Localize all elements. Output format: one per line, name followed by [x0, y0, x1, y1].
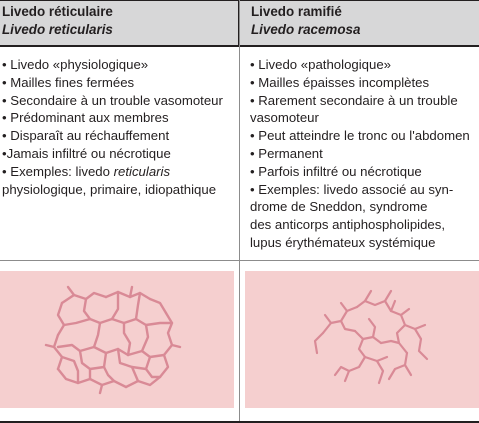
- list-item: • Exemples: livedo associé au syn-: [250, 181, 454, 197]
- list-item: • Mailles épaisses incomplètes: [250, 74, 430, 90]
- list-item: • Secondaire à un trouble vasomoteur: [2, 92, 223, 108]
- list-item: •Jamais infiltré ou nécrotique: [2, 145, 171, 161]
- list-item: • Permanent: [250, 145, 323, 161]
- list-item: • Livedo «physiologique»: [2, 57, 149, 72]
- reticular-net-pattern: [0, 271, 234, 408]
- list-item: • Parfois infiltré ou nécrotique: [250, 163, 422, 179]
- list-item: • Livedo «pathologique»: [250, 57, 392, 72]
- column-divider: [239, 0, 240, 423]
- list-item: vasomoteur: [250, 110, 319, 126]
- header-right-latin: Livedo racemosa: [251, 22, 361, 37]
- livedo-reticularis-illustration: [0, 271, 234, 408]
- header-left-latin: Livedo reticularis: [2, 22, 113, 37]
- section-divider: [0, 260, 479, 261]
- list-item: drome de Sneddon, syndrome: [250, 199, 428, 215]
- right-feature-list: [250, 56, 479, 252]
- header-left-name: Livedo réticulaire: [2, 4, 113, 19]
- list-item-example: [2, 163, 238, 199]
- list-item: • Rarement secondaire à un trouble: [250, 92, 458, 108]
- list-item: • Peut atteindre le tronc ou l'abdomen: [250, 128, 470, 144]
- list-item: • Disparaît au réchauffement: [2, 128, 170, 144]
- livedo-racemosa-illustration: [245, 271, 479, 408]
- header-right: [251, 3, 360, 39]
- branched-racemosa-pattern: [245, 271, 479, 408]
- header-left: [2, 3, 113, 39]
- list-item: lupus érythémateux systémique: [250, 234, 436, 250]
- left-feature-list: [2, 56, 238, 198]
- list-item: • Prédominant aux membres: [2, 110, 169, 126]
- example-prefix: • Exemples: livedo: [2, 163, 114, 179]
- list-item: • Mailles fines fermées: [2, 74, 135, 90]
- example-rest: physiologique, primaire, idiopathique: [2, 181, 217, 197]
- list-item: des anticorps antiphospholipides,: [250, 217, 446, 233]
- header-right-name: Livedo ramifié: [251, 4, 342, 19]
- example-italic: reticularis: [113, 163, 171, 179]
